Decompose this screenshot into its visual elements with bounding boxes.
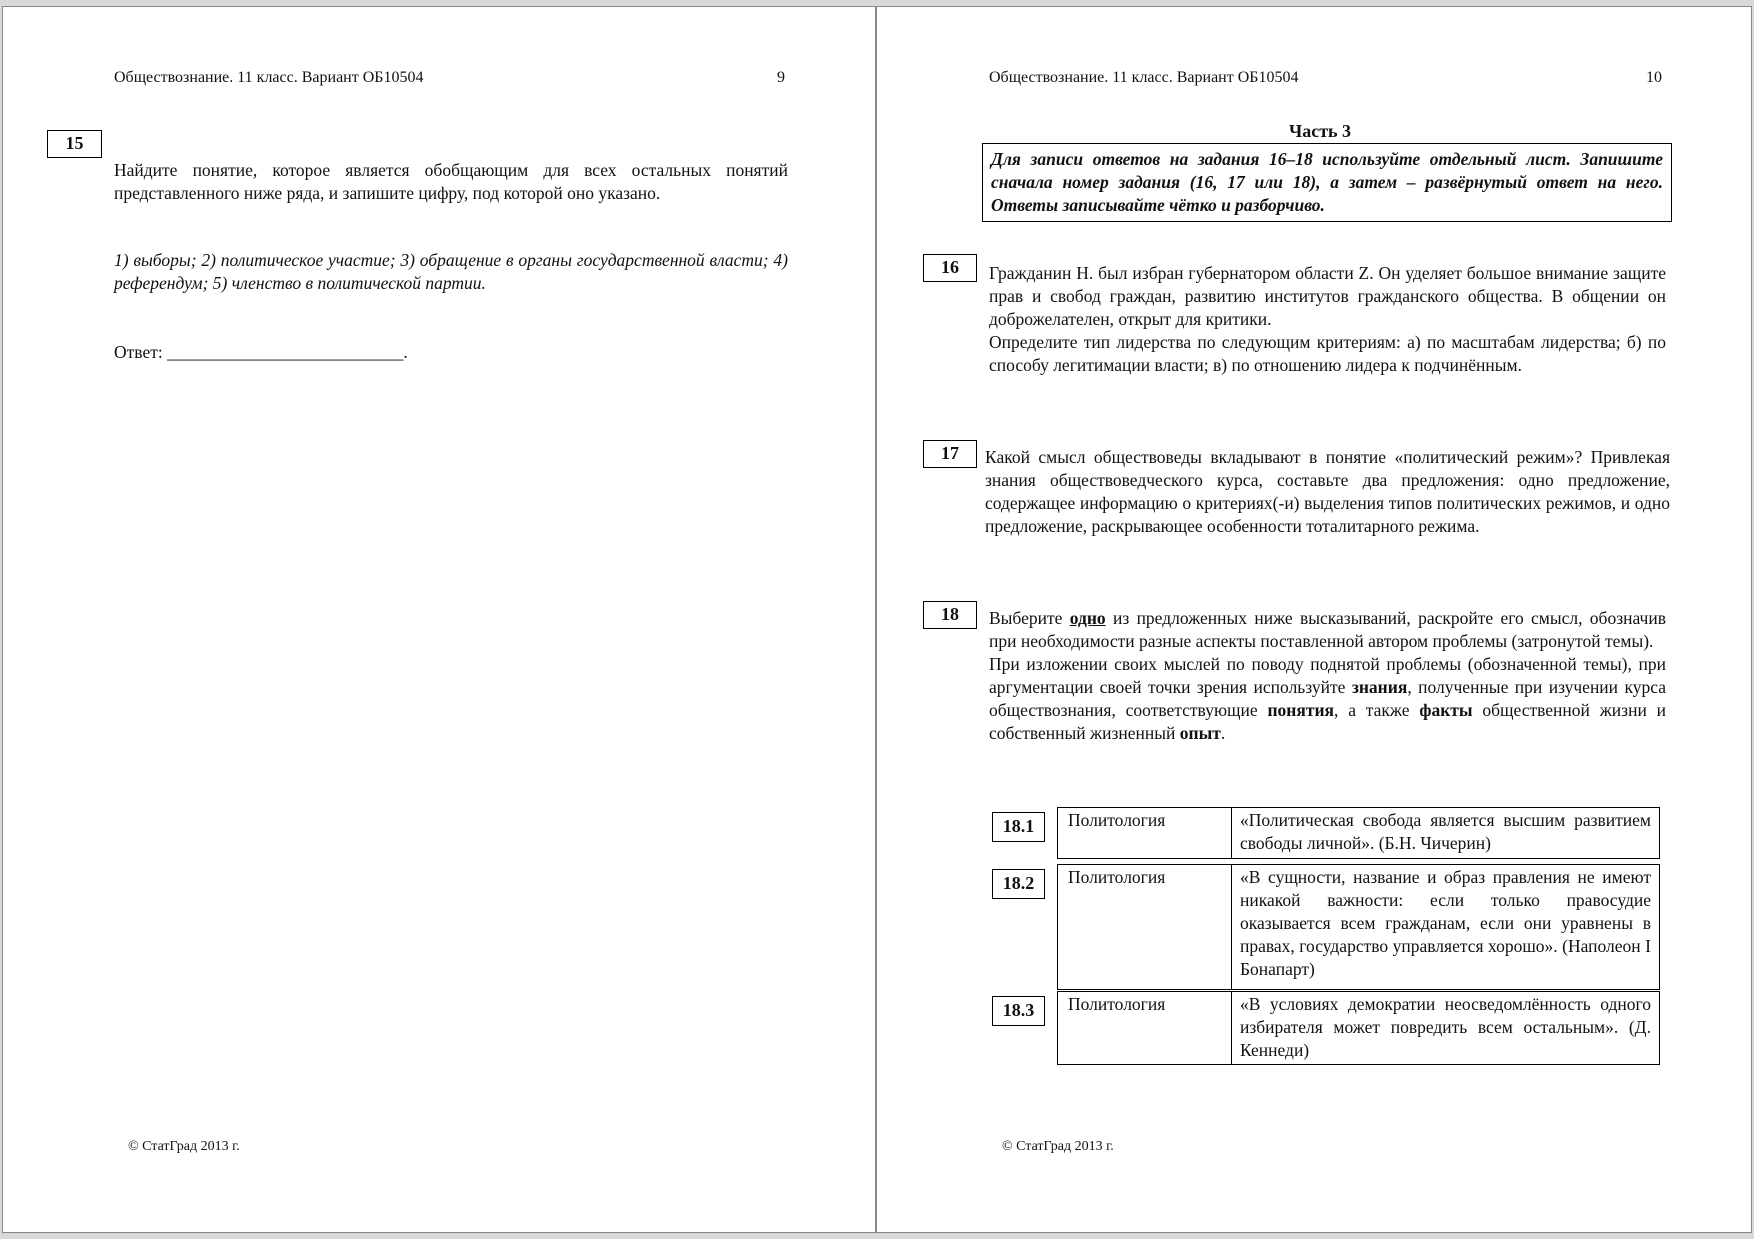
task-16-number-box: 16 <box>923 254 977 282</box>
page-number: 9 <box>777 69 785 86</box>
task-17-number-box: 17 <box>923 440 977 468</box>
footer-copyright: © СтатГрад 2013 г. <box>1002 1139 1114 1154</box>
right-page <box>876 6 1752 1233</box>
subtask-18-3-table <box>1057 991 1660 1065</box>
emphasis-facts: факты <box>1419 700 1473 720</box>
task-15-prompt: Найдите понятие, которое является обобщающим для всех остальных понятий представленного ниже ряда, и запишите цифру, под которой оно указано. <box>114 160 788 203</box>
running-header: Обществознание. 11 класс. Вариант ОБ10504 <box>989 69 1299 86</box>
subtask-18-1-table <box>1057 807 1660 859</box>
subtask-18-3-quote: «В условиях демократии неосведомлённость одного избирателя может повредить всем остальным». (Д. Кеннеди) <box>1240 994 1651 1060</box>
answer-label: Ответ: <box>114 342 163 362</box>
task-15-answer <box>114 341 788 364</box>
part-title: Часть 3 <box>1289 121 1352 141</box>
task-15-options: 1) выборы; 2) политическое участие; 3) обращение в органы государственной власти; 4) референдум; 5) членство в политической партии. <box>114 250 788 293</box>
task-18-paragraph-2: При изложении своих мыслей по поводу поднятой проблемы (обозначенной темы), при аргументации своей точки зрения используйте знания, полученные при изучении курса обществознания, соответствующие понятия, а также факты общественной жизни и собственный жизненный опыт. <box>989 654 1666 743</box>
subtask-18-3-subject: Политология <box>1058 992 1232 1064</box>
page-number: 10 <box>1646 69 1662 86</box>
task-18-number-box: 18 <box>923 601 977 629</box>
task-17-text: Какой смысл обществоведы вкладывают в понятие «политический режим»? Привлекая знания обществоведческого курса, составьте два предложения: одно предложение, содержащее информацию о критериях(-и) выделения типов политических режимов, и одно предложение, раскрывающее особенности тоталитарного режима. <box>985 447 1670 536</box>
subtask-18-1-quote: «Политическая свобода является высшим развитием свободы личной». (Б.Н. Чичерин) <box>1240 810 1651 853</box>
subtask-18-1-subject: Политология <box>1058 808 1232 858</box>
task-16-paragraph-2: Определите тип лидерства по следующим критериям: а) по масштабам лидерства; б) по способу легитимации власти; в) по отношению лидера к подчинённым. <box>989 332 1666 375</box>
emphasis-knowledge: знания <box>1351 677 1408 697</box>
task-15-number-box: 15 <box>47 130 102 158</box>
subtask-18-1-number-box: 18.1 <box>992 812 1045 842</box>
subtask-18-2-quote: «В сущности, название и образ правления не имеют никакой важности: если только правосудие оказывается всем гражданам, если они уравнены в правах, государство управляется хорошо». (Наполеон I Бонапарт) <box>1240 867 1651 979</box>
running-header: Обществознание. 11 класс. Вариант ОБ10504 <box>114 69 424 86</box>
emphasis-one: одно <box>1069 608 1106 628</box>
task-16-paragraph-1: Гражданин Н. был избран губернатором области Z. Он уделяет большое внимание защите прав и свобод граждан, развитию институтов гражданского общества. В общении он доброжелателен, открыт для критики. <box>989 263 1666 329</box>
subtask-18-2-subject: Политология <box>1058 865 1232 989</box>
emphasis-experience: опыт <box>1179 723 1221 743</box>
subtask-18-2-table <box>1057 864 1660 990</box>
left-page <box>2 6 876 1233</box>
task-16-text <box>989 262 1666 377</box>
emphasis-concepts: понятия <box>1267 700 1334 720</box>
task-18-text <box>989 607 1666 745</box>
instructions-box: Для записи ответов на задания 16–18 используйте отдельный лист. Запишите сначала номер задания (16, 17 или 18), а затем – развёрнутый ответ на него. Ответы записывайте чётко и разборчиво. <box>982 143 1672 222</box>
subtask-18-3-number-box: 18.3 <box>992 996 1045 1026</box>
subtask-18-2-number-box: 18.2 <box>992 869 1045 899</box>
task-18-paragraph-1: Выберите одно из предложенных ниже высказываний, раскройте его смысл, обозначив при необходимости разные аспекты поставленной автором проблемы (затронутой темы). <box>989 608 1666 651</box>
answer-line[interactable]: ___________________________. <box>167 342 408 362</box>
footer-copyright: © СтатГрад 2013 г. <box>128 1139 240 1154</box>
